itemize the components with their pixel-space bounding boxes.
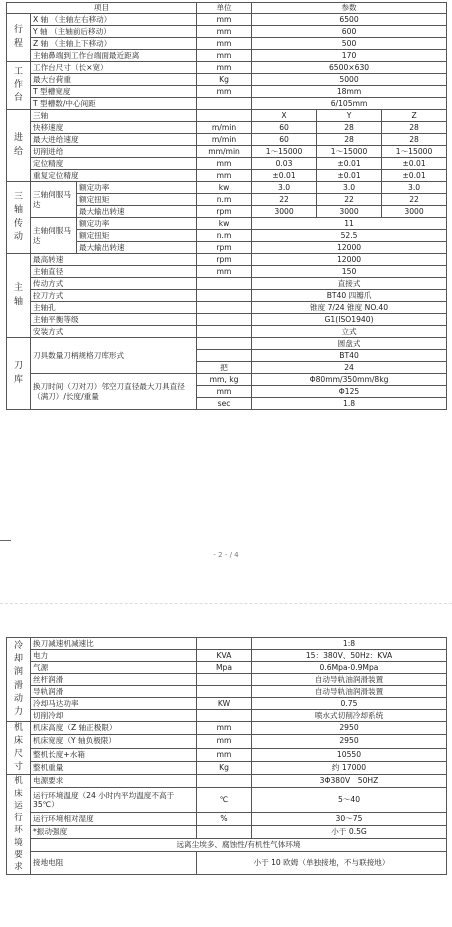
table-row: [7, 266, 447, 278]
row-value: 11: [252, 218, 447, 230]
category-travel: 行 程: [7, 14, 31, 62]
row-value: 30～75: [252, 813, 447, 826]
row-unit: %: [197, 813, 252, 826]
row-unit: rpm: [197, 242, 252, 254]
header-row: [7, 3, 447, 14]
row-unit: 把: [197, 362, 252, 374]
row-unit: n.m: [197, 230, 252, 242]
row-unit: mm: [197, 266, 252, 278]
row-x: 3000: [252, 206, 317, 218]
row-unit: Mpa: [197, 662, 252, 674]
row-unit: mm: [197, 170, 252, 182]
category-tool: 刀 库: [7, 338, 31, 410]
table-row: [7, 50, 447, 62]
row-unit: mm: [197, 386, 252, 398]
table-row: [7, 374, 447, 386]
row-label: 切削进给: [31, 146, 197, 158]
table-row: [7, 650, 447, 662]
row-unit: kw: [197, 182, 252, 194]
table-row: [7, 134, 447, 146]
spec-table-continued: [6, 637, 447, 875]
table-row: [7, 74, 447, 86]
row-y: 22: [317, 194, 382, 206]
table-row: [7, 218, 447, 230]
row-value: 15：380V、50Hz：KVA: [252, 650, 447, 662]
row-value: 锥度 7/24 锥度 NO.40: [252, 302, 447, 314]
row-value: 自动导轨油润滑装置: [252, 674, 447, 686]
tool-label-2: 换刀时间（刀对刀）邻空刀直径最大刀具直径（满刀）/长度/重量: [31, 374, 197, 410]
row-z: 3.0: [382, 182, 447, 194]
table-row: [7, 290, 447, 302]
spec-page-3: [0, 627, 452, 927]
row-unit: KVA: [197, 650, 252, 662]
row-label: 最大进给速度: [31, 134, 197, 146]
row-unit: [197, 98, 252, 110]
row-value: 1.8: [252, 398, 447, 410]
row-unit: [197, 314, 252, 326]
row-label: 主轴孔: [31, 302, 197, 314]
axis-z-header: Z: [382, 110, 447, 122]
table-row: [7, 314, 447, 326]
row-label: 导轨润滑: [31, 686, 197, 698]
table-row: [7, 662, 447, 674]
row-value: 圆盘式: [252, 338, 447, 350]
table-row: [7, 338, 447, 350]
row-z: 22: [382, 194, 447, 206]
row-label: 切削冷却: [31, 710, 197, 722]
table-row: [7, 254, 447, 266]
row-y: 3000: [317, 206, 382, 218]
axes-label: 三轴: [31, 110, 197, 122]
row-label: 机床宽度（Y 轴负极限）: [31, 735, 197, 748]
footnote-rule: [0, 540, 11, 541]
row-unit: m/min: [197, 134, 252, 146]
row-unit: m/min: [197, 122, 252, 134]
table-row: [7, 722, 447, 735]
row-label: 换刀减速机减速比: [31, 638, 197, 650]
row-value: 1:8: [252, 638, 447, 650]
table-row: [7, 775, 447, 788]
row-value: 约 17000: [252, 761, 447, 774]
row-z: 3000: [382, 206, 447, 218]
header-params: 参数: [252, 3, 447, 14]
row-value: 小于 10 欧姆（单独接地，不与联接地）: [197, 851, 447, 874]
row-unit: Kg: [197, 761, 252, 774]
row-label: 最高转速: [31, 254, 197, 266]
row-label: T 型槽数/中心间距: [31, 98, 197, 110]
row-label: 机床高度（Z 轴正极限）: [31, 722, 197, 735]
row-value: 10550: [252, 748, 447, 761]
row-value: 150: [252, 266, 447, 278]
row-label: 冷却马达功率: [31, 698, 197, 710]
row-value: 0.6Mpa-0.9Mpa: [252, 662, 447, 674]
table-row: [7, 62, 447, 74]
table-row: [7, 278, 447, 290]
table-row: [7, 86, 447, 98]
row-unit: [197, 290, 252, 302]
row-value: 52.5: [252, 230, 447, 242]
table-row: [7, 686, 447, 698]
row-unit: mm: [197, 722, 252, 735]
row-z: 1～15000: [382, 146, 447, 158]
row-label: 整机重量: [31, 761, 197, 774]
table-row: [7, 170, 447, 182]
row-unit: mm, kg: [197, 374, 252, 386]
row-unit: mm: [197, 62, 252, 74]
row-label: 最大输出转速: [77, 242, 197, 254]
row-unit: Kg: [197, 74, 252, 86]
table-row: [7, 638, 447, 650]
row-unit: mm: [197, 735, 252, 748]
row-value: 5000: [252, 74, 447, 86]
row-unit: [197, 326, 252, 338]
row-value: 12000: [252, 254, 447, 266]
row-label: 重复定位精度: [31, 170, 197, 182]
table-row: [7, 698, 447, 710]
table-row: [7, 146, 447, 158]
axis-x-header: X: [252, 110, 317, 122]
row-label: 额定功率: [77, 218, 197, 230]
row-value: 24: [252, 362, 447, 374]
row-unit: KW: [197, 698, 252, 710]
row-value: 直接式: [252, 278, 447, 290]
category-cooling: 冷 却 润 滑 动 力: [7, 638, 31, 722]
row-z: 28: [382, 134, 447, 146]
row-unit: [197, 710, 252, 722]
header-unit: 单位: [197, 3, 252, 14]
row-label: 运行环境温度（24 小时内平均温度不高于 35℃）: [31, 788, 197, 813]
row-label: 丝杆润滑: [31, 674, 197, 686]
row-value: 2950: [252, 735, 447, 748]
row-label: 定位精度: [31, 158, 197, 170]
row-unit: [197, 110, 252, 122]
row-unit: n.m: [197, 194, 252, 206]
row-y: 28: [317, 134, 382, 146]
table-row: [7, 674, 447, 686]
row-label: 接地电阻: [31, 851, 197, 874]
row-label: 安装方式: [31, 326, 197, 338]
row-label: 主轴平衡等级: [31, 314, 197, 326]
row-y: 1～15000: [317, 146, 382, 158]
row-value: 0.75: [252, 698, 447, 710]
row-value: 小于 0.5G: [252, 826, 447, 839]
row-value: 6500: [252, 14, 447, 26]
table-row: [7, 38, 447, 50]
row-x: ±0.01: [252, 170, 317, 182]
row-unit: kw: [197, 218, 252, 230]
row-label: 电源要求: [31, 775, 197, 788]
row-value: Φ125: [252, 386, 447, 398]
row-label: 额定功率: [77, 182, 197, 194]
page-separator: [0, 603, 452, 605]
row-label: Y 轴 （主轴前后移动）: [31, 26, 197, 38]
row-label: 最大台荷重: [31, 74, 197, 86]
table-row: [7, 735, 447, 748]
row-value: BT40 四瓣爪: [252, 290, 447, 302]
row-unit: mm: [197, 26, 252, 38]
servo-motor-label: 三轴伺服马达: [31, 182, 77, 218]
row-x: 22: [252, 194, 317, 206]
row-label: 主轴直径: [31, 266, 197, 278]
row-value: 自动导轨油润滑装置: [252, 686, 447, 698]
table-row: [7, 122, 447, 134]
row-unit: mm: [197, 86, 252, 98]
row-label: 传动方式: [31, 278, 197, 290]
table-row: [7, 761, 447, 774]
row-unit: mm: [197, 38, 252, 50]
category-environment: 机 床 运 行 环 境 要 求: [7, 775, 31, 875]
row-y: ±0.01: [317, 158, 382, 170]
category-worktable: 工 作 台: [7, 62, 31, 110]
table-row: [7, 14, 447, 26]
row-unit: [197, 686, 252, 698]
row-value: 立式: [252, 326, 447, 338]
table-row: [7, 326, 447, 338]
table-row: [7, 302, 447, 314]
axis-y-header: Y: [317, 110, 382, 122]
table-row: [7, 748, 447, 761]
row-value: 3Φ380V 50HZ: [252, 775, 447, 788]
row-x: 60: [252, 134, 317, 146]
row-label: 运行环境相对湿度: [31, 813, 197, 826]
tool-label-1: 刀具数量刀柄规格刀库形式: [31, 338, 197, 374]
row-label: Z 轴 （主轴上下移动）: [31, 38, 197, 50]
row-label: 额定扭矩: [77, 230, 197, 242]
row-label: T 型槽宽度: [31, 86, 197, 98]
row-z: ±0.01: [382, 158, 447, 170]
row-unit: [197, 638, 252, 650]
header-item: 项目: [7, 3, 197, 14]
row-value: BT40: [252, 350, 447, 362]
row-unit: mm/min: [197, 146, 252, 158]
spindle-servo-label: 主轴伺服马达: [31, 218, 77, 254]
row-label: 电力: [31, 650, 197, 662]
row-y: 3.0: [317, 182, 382, 194]
page-gap: [0, 535, 452, 627]
row-value: 18mm: [252, 86, 447, 98]
table-row: [7, 98, 447, 110]
table-row: [7, 710, 447, 722]
row-value: 6500×630: [252, 62, 447, 74]
table-row: [7, 110, 447, 122]
row-z: 28: [382, 122, 447, 134]
table-row: [7, 158, 447, 170]
row-x: 60: [252, 122, 317, 134]
row-label: 拉刀方式: [31, 290, 197, 302]
row-label: 气源: [31, 662, 197, 674]
row-label: 最大输出转速: [77, 206, 197, 218]
row-label: 主轴鼻端到工作台端面最近距离: [31, 50, 197, 62]
row-value: 6/105mm: [252, 98, 447, 110]
page-number: - 2 - / 4: [213, 551, 239, 559]
row-value: G1(ISO1940): [252, 314, 447, 326]
row-unit: [197, 278, 252, 290]
row-unit: mm: [197, 158, 252, 170]
row-value: 5～40: [252, 788, 447, 813]
row-label: 整机长度+水箱: [31, 748, 197, 761]
row-label: 快移速度: [31, 122, 197, 134]
row-unit: mm: [197, 748, 252, 761]
row-x: 3.0: [252, 182, 317, 194]
spec-table-main: [6, 2, 447, 410]
row-value: Φ80mm/350mm/8kg: [252, 374, 447, 386]
table-row: [7, 788, 447, 813]
row-unit: mm: [197, 50, 252, 62]
row-label: 额定扭矩: [77, 194, 197, 206]
row-unit: [197, 302, 252, 314]
category-spindle: 主 轴: [7, 254, 31, 338]
row-y: 28: [317, 122, 382, 134]
row-x: 0.03: [252, 158, 317, 170]
row-label: *振动强度: [31, 826, 197, 839]
row-value: 600: [252, 26, 447, 38]
row-value: 170: [252, 50, 447, 62]
row-z: ±0.01: [382, 170, 447, 182]
row-x: 1～15000: [252, 146, 317, 158]
row-unit: mm: [197, 14, 252, 26]
row-value: 12000: [252, 242, 447, 254]
row-value: 2950: [252, 722, 447, 735]
table-row: [7, 813, 447, 826]
environment-note: 远离尘埃多、腐蚀性/有机性气体环境: [31, 838, 447, 851]
row-unit: [197, 775, 252, 788]
table-row: [7, 826, 447, 839]
row-unit: rpm: [197, 206, 252, 218]
row-label: X 轴 （主轴左右移动）: [31, 14, 197, 26]
row-y: ±0.01: [317, 170, 382, 182]
row-unit: rpm: [197, 254, 252, 266]
row-unit: [197, 350, 252, 362]
table-row: [7, 182, 447, 194]
category-feed: 进 给: [7, 110, 31, 182]
table-row: [7, 838, 447, 851]
row-unit: ℃: [197, 788, 252, 813]
table-row: [7, 851, 447, 874]
row-unit: [197, 826, 252, 839]
category-size: 机 床 尺 寸: [7, 722, 31, 775]
row-value: 500: [252, 38, 447, 50]
category-drive: 三 轴 传 动: [7, 182, 31, 254]
row-value: 喷水式切削冷却系统: [252, 710, 447, 722]
row-unit: [197, 338, 252, 350]
row-label: 工作台尺寸（长×宽）: [31, 62, 197, 74]
row-unit: [197, 674, 252, 686]
table-row: [7, 26, 447, 38]
row-unit: sec: [197, 398, 252, 410]
